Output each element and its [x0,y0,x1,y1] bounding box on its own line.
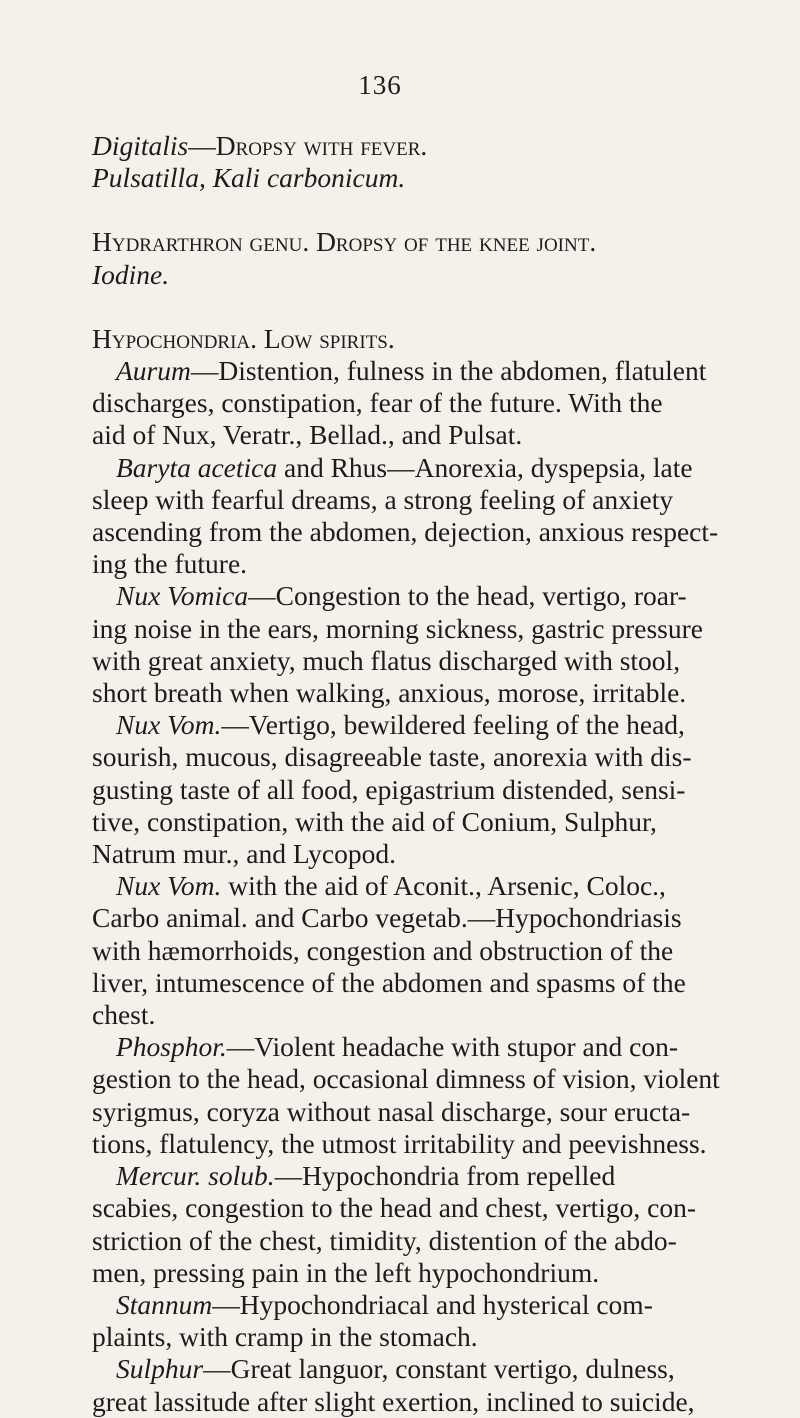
remedy-name: Nux Vom. [116,709,222,741]
remedy-name: Nux Vom. [116,870,222,902]
text-line: with great anxiety, much flatus discharged with stool, [92,644,681,676]
text-line: liver, intumescence of the abdomen and spasms of the [92,966,686,998]
text-line: ing the future. [92,548,248,580]
entry-text: —Dropsy with fever. [188,130,428,161]
text-line: plaints, with cramp in the stomach. [92,1321,478,1353]
text-line: men, pressing pain in the left hypochondrium. [92,1256,600,1288]
text-line: with hæmorrhoids, congestion and obstruction of the [92,934,674,966]
remedy-name: Mercur. solub. [116,1160,275,1192]
text-line: Sulphur—Great languor, constant vertigo, dulness, [116,1353,675,1385]
remedy-name: Stannum [116,1288,213,1320]
text-line: discharges, constipation, fear of the future. With the [92,387,663,419]
text-line: Nux Vom.—Vertigo, bewildered feeling of the head, [116,709,685,741]
text-line: short breath when walking, anxious, morose, irritable. [92,677,687,709]
section-heading: Hypochondria. Low spirits. [92,322,395,354]
digitalis-entry [92,130,768,162]
remedy-name: Digitalis [92,130,189,161]
text-line: ing noise in the ears, morning sickness, gastric pressure [92,612,703,644]
text-line: Natrum mur., and Lycopod. [92,838,396,870]
text-line: Nux Vomica—Congestion to the head, vertigo, roar- [116,580,687,612]
remedy-name: Sulphur [116,1353,204,1385]
text-line: Stannum—Hypochondriacal and hysterical com- [116,1288,653,1320]
remedy-name: Aurum [116,355,191,387]
remedy-list-line: Pulsatilla, Kali carbonicum. [92,162,406,194]
spacer [92,291,768,323]
text-line: striction of the chest, timidity, distention of the abdo- [92,1224,677,1256]
remedy-name: Baryta acetica [116,451,278,483]
text-line: sleep with fearful dreams, a strong feeling of anxiety [92,483,674,515]
text-line: Carbo animal. and Carbo vegetab.—Hypochondriasis [92,902,682,934]
text-line: Aurum—Distention, fulness in the abdomen, flatulent [116,355,707,387]
text-line: great lassitude after slight exertion, inclined to suicide, [92,1385,695,1417]
spacer [92,194,768,226]
text-line: sourish, mucous, disagreeable taste, anorexia with dis- [92,741,692,773]
page-body [92,130,768,1418]
text-line: gusting taste of all food, epigastrium distended, sensi- [92,773,686,805]
remedy-name: Nux Vomica [116,580,249,612]
section-heading: Hydrarthron genu. Dropsy of the knee joint. [92,226,597,258]
text-line: Baryta acetica and Rhus—Anorexia, dyspepsia, late [116,451,693,483]
text-line: Mercur. solub.—Hypochondria from repelled [116,1160,616,1192]
text-line: aid of Nux, Veratr., Bellad., and Pulsat. [92,419,523,451]
text-line: ascending from the abdomen, dejection, anxious respect- [92,516,719,548]
text-line: scabies, congestion to the head and chest, vertigo, con- [92,1192,697,1224]
remedy-name: Phosphor. [116,1031,227,1063]
text-line: Nux Vom. with the aid of Aconit., Arsenic, Coloc., [116,870,666,902]
text-line: syrigmus, coryza without nasal discharge, sour eructa- [92,1095,691,1127]
text-line: Phosphor.—Violent headache with stupor and con- [116,1031,678,1063]
text-line: chest. [92,999,156,1031]
remedy-name-line: Iodine. [92,258,170,290]
text-line: tions, flatulency, the utmost irritability and peevishness. [92,1127,707,1159]
text-line: gestion to the head, occasional dimness of vision, violent [92,1063,720,1095]
page-number: 136 [358,70,402,100]
text-line: tive, constipation, with the aid of Conium, Sulphur, [92,805,657,837]
